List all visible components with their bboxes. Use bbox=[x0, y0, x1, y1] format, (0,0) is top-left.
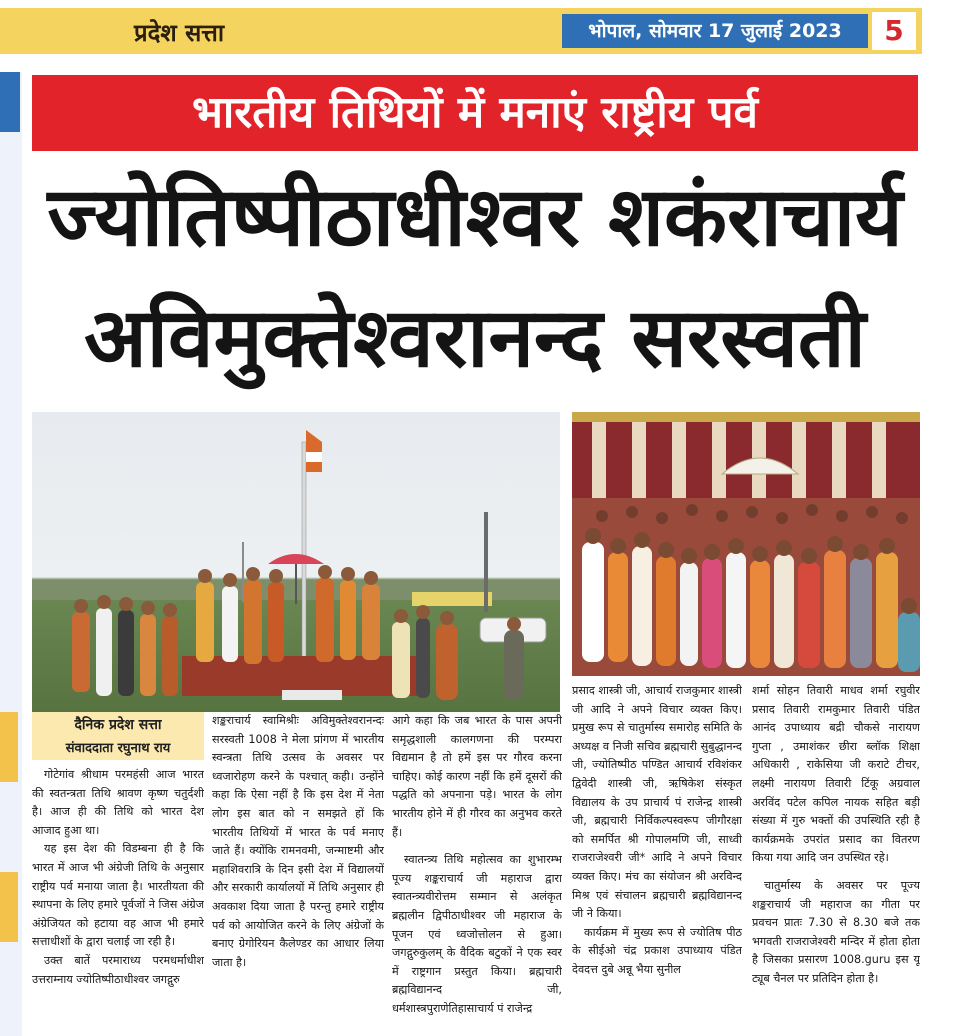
article-column-2 bbox=[212, 712, 384, 1028]
kicker-banner: भारतीय तिथियों में मनाएं राष्ट्रीय पर्व bbox=[32, 75, 918, 151]
byline bbox=[32, 712, 204, 760]
paragraph: चातुर्मास्य के अवसर पर पूज्य शङ्कराचार्य जी महाराज का गीता पर प्रवचन प्रातः 7.30 से 8.30 बजे तक भगवती राजराजेश्वरी मन्दिर में होता होता है जिसका प्रसारण 1008.guru इस यू ट्यूब चैनल पर प्रतिदिन होता है। bbox=[752, 878, 920, 985]
page-number: 5 bbox=[872, 12, 916, 50]
paragraph: यह इस देश की विडम्बना ही है कि भारत में आज भी अंग्रेजी तिथि के अनुसार राष्ट्रीय पर्व मनाया जाता है। भारतीयता की स्थापना के लिए हमारे पूर्वजों ने जिस अंग्रेज अंग्रेजियत को हटाया वह आज भी हमारे सत्ताधीशों के द्वारा चलाई जा रही है। bbox=[32, 842, 204, 949]
article-column-4 bbox=[572, 682, 742, 1028]
adjacent-page-tab bbox=[0, 72, 20, 132]
newspaper-name: प्रदेश सत्ता bbox=[134, 19, 225, 47]
paragraph: उक्त बातें परमाराध्य परमधर्माधीश उत्तराम्नाय ज्योतिष्पीठाधीश्वर जगद्गुरु bbox=[32, 953, 204, 986]
paragraph: शर्मा सोहन तिवारी माधव शर्मा रघुवीर प्रसाद तिवारी रामकुमार तिवारी पंडित आनंद उपाध्याय बद्री चौकसे नारायण गुप्ता , उमाशंकर छीरा ब्लॉक शिक्षा अधिकारी , राकेसिया जी कराटे टीचर, लक्ष्मी नारायण तिवारी टिंकू अग्रवाल अरविंद पटेल कपिल नायक सहित बड़ी संख्या में गुरु भक्तों की उपस्थिति रही है कार्यक्रमके उपरांत प्रसाद का वितरण किया गया आदि जन उपस्थित रहे। bbox=[752, 684, 920, 865]
article-column-3 bbox=[392, 712, 562, 1028]
masthead bbox=[0, 8, 922, 54]
headline-line-1: ज्योतिष्पीठाधीश्वर शकंराचार्य bbox=[47, 170, 903, 265]
adjacent-page-image bbox=[0, 872, 18, 942]
article-column-5 bbox=[752, 682, 920, 1028]
byline-reporter: संवाददाता रघुनाथ राय bbox=[65, 741, 171, 756]
flag-hoisting-photo bbox=[32, 412, 560, 712]
paragraph: स्वातन्त्र्य तिथि महोत्सव का शुभारम्भ पूज्य शङ्कराचार्य जी महाराज द्वारा स्वातन्त्र्यवीरोत्तम सम्मान से अलंकृत ब्रह्मलीन द्विपीठाधीश्वर जी महाराज के पूजन एवं ध्वजोत्तोलन से हुआ। जगद्गुरुकुलम् के वैदिक बटुकों ने एक स्वर में राष्ट्रगान प्रस्तुत किया। ब्रह्मचारी ब्रह्मविद्यानन्द जी, धर्मशास्त्रपुराणेतिहासाचार्य पं राजेन्द्र bbox=[392, 853, 562, 1015]
paragraph: प्रसाद शास्त्री जी, आचार्य राजकुमार शास्त्री जी आदि ने अपने विचार व्यक्त किए। प्रमुख रूप से चातुर्मास्य समारोह समिति के अध्यक्ष व निजी सचिव ब्रह्मचारी सुबुद्धानन्द जी, ज्योतिष्पीठ पण्डित आचार्य रविशंकर द्विवेदी शास्त्री जी, ऋषिकेश संस्कृत विद्यालय के उप प्राचार्य पं राजेन्द्र शास्त्री जी, ब्रह्मचारी निर्विकल्पस्वरूप जीगौरक्षा को समर्पित श्री गोपालमणि जी, साध्वी राजराजेश्वरी जी* आदि ने अपने विचार व्यक्त किए। मंच का संयोजन श्री अरविन्द मिश्र एवं संचालन ब्रह्मचारी ब्रह्मविद्यानन्द जी ने किया। bbox=[572, 684, 742, 921]
adjacent-page-edge bbox=[0, 72, 22, 1036]
headline-line-2: अविमुक्तेश्वरानन्द सरस्वती bbox=[84, 291, 866, 386]
dateline: भोपाल, सोमवार 17 जुलाई 2023 bbox=[562, 14, 868, 48]
paragraph: गोटेगांव श्रीधाम परमहंसी आज भारत की स्वतन्त्रता तिथि श्रावण कृष्ण चतुर्दशी है। आज ही की तिथि को भारत देश आजाद हुआ था। bbox=[32, 768, 204, 837]
devotees-gathering-photo bbox=[572, 412, 920, 676]
adjacent-page-image bbox=[0, 712, 18, 782]
byline-organization: दैनिक प्रदेश सत्ता bbox=[74, 717, 162, 733]
paragraph: शङ्कराचार्य स्वामिश्रीः अविमुक्तेश्वरानन्दः सरस्वती 1008 ने मेला प्रांगण में भारतीय स्वन्त्रता तिथि उत्सव के अवसर पर ध्वजारोहण करने के पश्चात् कही। उन्होंने कहा कि ऐसा नहीं है कि इस देश में नेता लोग इस बात को न समझते हों कि भारतीय तिथियों में भारत के पर्व मनाए जाते हैं। क्योंकि रामनवमी, जन्माष्टमी और महाशिवरात्रि के दिन इसी देश में विद्यालयों और सरकारी कार्यालयों में तिथि अनुसार ही अवकाश दिया जाता है परन्तु हमारे राष्ट्रीय पर्व को आयोजित करने के लिए अंग्रेजों के बनाए ग्रेगोरियन कैलेण्डर का आधार लिया जाता है। bbox=[212, 714, 384, 969]
paragraph: कार्यक्रम में मुख्य रूप से ज्योतिष पीठ के सीईओ चंद्र प्रकाश उपाध्याय पंडित देवदत्त दुबे अन्नू भैया सुनील bbox=[572, 925, 742, 976]
article-column-1 bbox=[32, 766, 204, 1028]
paragraph: आगे कहा कि जब भारत के पास अपनी समृद्धशाली कालगणना की परम्परा विद्यमान है तो हमें इस पर गौरव करना चाहिए। कोई कारण नहीं कि हमें दूसरों की पद्धति को अपनाना पड़े। भारत के लोग भारतीय होने में ही गौरव का अनुभव करते हैं। bbox=[392, 714, 562, 839]
